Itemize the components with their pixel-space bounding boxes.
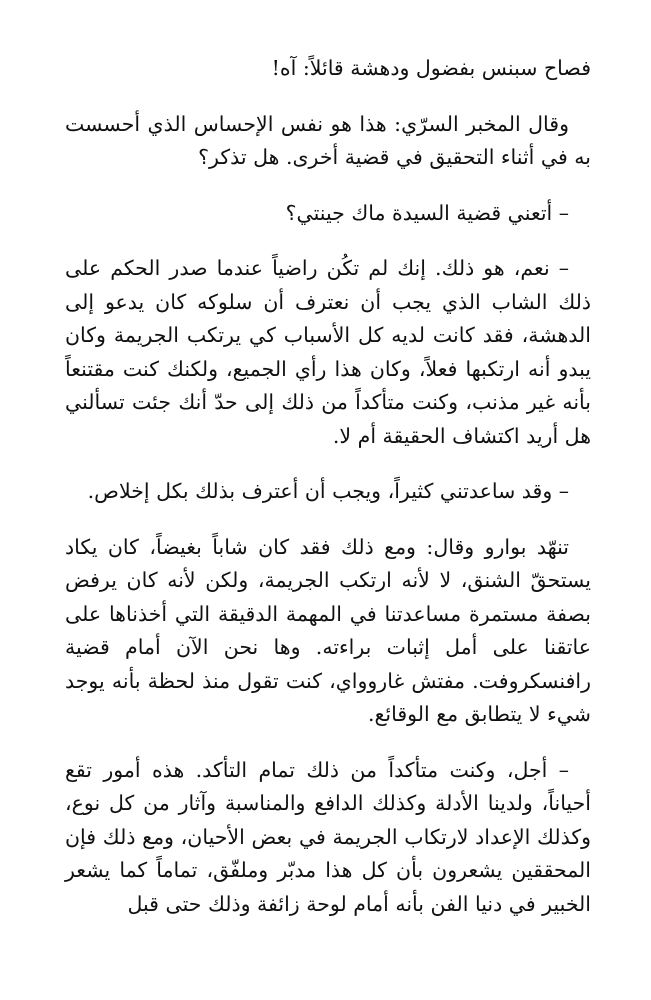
paragraph-6: تنهّد بوارو وقال: ومع ذلك فقد كان شاباً بغيضاً، كان يكاد يستحقّ الشنق، لا لأنه ارتكب الجريمة، ولكن لأنه كان يرفض بصفة مستمرة مساعدتنا في المهمة الدقيقة التي أخذناها على عاتقنا على أمل إثبات براءته. وها نحن الآن أمام قضية رافنسكروفت. مفتش غاروواي، كنت تقول منذ لحظة بأنه يوجد شيء لا يتطابق مع الوقائع.: [65, 534, 591, 726]
paragraph-4: – نعم، هو ذلك. إنك لم تكُن راضياً عندما صدر الحكم على ذلك الشاب الذي يجب أن نعترف أن سلوكه كان يدعو إلى الدهشة، فقد كانت لديه كل الأسباب كي يرتكب الجريمة وكان يبدو أنه ارتكبها فعلاً، وكان هذا رأي الجميع، ولكنك كنت مقتنعاً بأنه غير مذنب، وكنت متأكداً من ذلك إلى حدّ أنك جئت تسألني هل أريد اكتشاف الحقيقة أم لا.: [65, 256, 591, 448]
paragraph-1: فصاح سبنس بفضول ودهشة قائلاً: آه!: [271, 56, 591, 80]
paragraph-3: – أتعني قضية السيدة ماك جينتي؟: [285, 200, 569, 225]
book-page: [65, 52, 591, 943]
paragraph-2: وقال المخبر السرّي: هذا هو نفس الإحساس الذي أحسست به في أثناء التحقيق في قضية أخرى. هل تذكر؟: [65, 111, 591, 169]
paragraph-7: – أجل، وكنت متأكداً من ذلك تمام التأكد. هذه أمور تقع أحياناً، ولدينا الأدلة وكذلك الدافع والمناسبة وآثار من كل نوع، وكذلك الإعداد لارتكاب الجريمة في بعض الأحيان، ومع ذلك فإن المحققين يشعرون بأن كل هذا مدبّر وملفّق، تماماً كما يشعر الخبير في دنيا الفن بأنه أمام لوحة زائفة وذلك حتى قبل: [65, 757, 591, 916]
paragraph-5: – وقد ساعدتني كثيراً، ويجب أن أعترف بذلك بكل إخلاص.: [87, 479, 569, 503]
